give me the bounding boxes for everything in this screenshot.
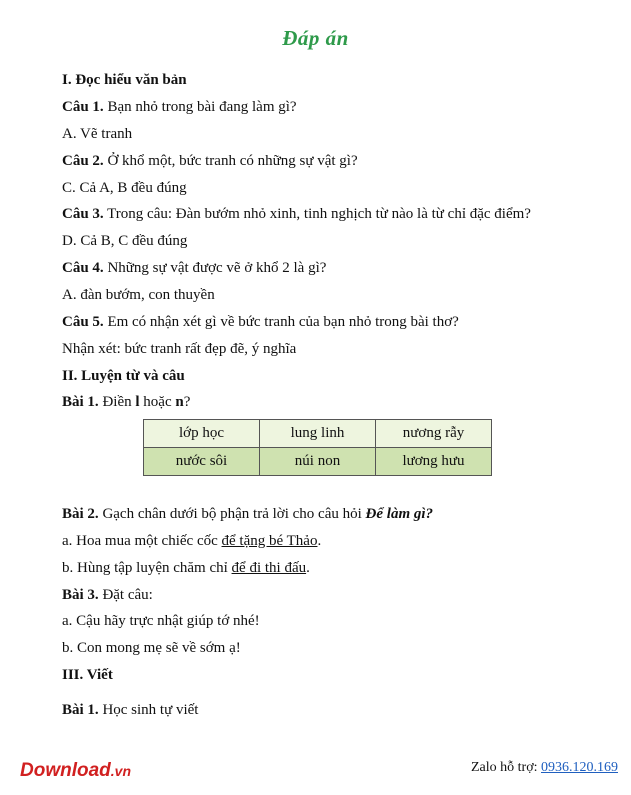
word-table bbox=[143, 419, 492, 476]
question-4 bbox=[62, 260, 326, 277]
table-cell: nương rẫy bbox=[376, 420, 492, 448]
exercise-2-b-underlined: để đi thi đấu bbox=[231, 560, 307, 576]
table-row bbox=[144, 448, 492, 476]
question-1-label: Câu 1. bbox=[62, 99, 104, 115]
writing-exercise-1-label: Bài 1. bbox=[62, 702, 99, 718]
question-3-label: Câu 3. bbox=[62, 206, 104, 222]
section-1-heading: I. Đọc hiểu văn bản bbox=[62, 72, 187, 88]
exercise-1-qmark: ? bbox=[183, 394, 191, 410]
logo-suffix: .vn bbox=[110, 763, 132, 779]
table-cell: nước sôi bbox=[144, 448, 260, 476]
question-5 bbox=[62, 314, 459, 331]
section-3-heading: III. Viết bbox=[62, 667, 113, 683]
table-cell: lung linh bbox=[260, 420, 376, 448]
exercise-2-a bbox=[62, 533, 321, 550]
letter-l: l bbox=[135, 394, 140, 410]
table-cell: lớp học bbox=[144, 420, 260, 448]
question-3-text: Trong câu: Đàn bướm nhỏ xinh, tinh nghịch từ nào là từ chỉ đặc điểm? bbox=[103, 206, 531, 222]
letter-n: n bbox=[175, 394, 184, 410]
answer-2: C. Cả A, B đều đúng bbox=[62, 180, 187, 196]
exercise-3-label: Bài 3. bbox=[62, 587, 99, 603]
exercise-3-b: b. Con mong mẹ sẽ về sớm ạ! bbox=[62, 640, 241, 656]
exercise-2-b-end: . bbox=[306, 560, 310, 576]
download-vn-logo[interactable] bbox=[20, 760, 131, 782]
exercise-1-text-or: hoặc bbox=[139, 394, 176, 410]
exercise-1 bbox=[62, 394, 190, 411]
exercise-2-text: Gạch chân dưới bộ phận trả lời cho câu hỏi bbox=[98, 506, 366, 522]
answer-4: A. đàn bướm, con thuyền bbox=[62, 287, 215, 303]
page-title: Đáp án bbox=[282, 26, 349, 50]
question-2-label: Câu 2. bbox=[62, 153, 104, 169]
answer-3: D. Cả B, C đều đúng bbox=[62, 233, 188, 249]
writing-exercise-1-text: Học sinh tự viết bbox=[98, 702, 199, 718]
exercise-2-question: Để làm gì? bbox=[365, 506, 434, 522]
question-5-label: Câu 5. bbox=[62, 314, 104, 330]
exercise-2-label: Bài 2. bbox=[62, 506, 99, 522]
logo-main: Download bbox=[20, 760, 111, 781]
exercise-2 bbox=[62, 506, 433, 523]
question-5-text: Em có nhận xét gì về bức tranh của bạn nhỏ trong bài thơ? bbox=[103, 314, 459, 330]
zalo-support bbox=[471, 760, 618, 776]
exercise-1-text: Điền bbox=[98, 394, 136, 410]
section-2-heading: II. Luyện từ và câu bbox=[62, 368, 185, 384]
answer-5: Nhận xét: bức tranh rất đẹp đẽ, ý nghĩa bbox=[62, 341, 297, 357]
exercise-3 bbox=[62, 587, 153, 604]
table-row bbox=[144, 420, 492, 448]
zalo-label: Zalo hỗ trợ: bbox=[471, 760, 541, 775]
exercise-3-a: a. Cậu hãy trực nhật giúp tớ nhé! bbox=[62, 613, 260, 629]
support-phone-link[interactable]: 0936.120.169 bbox=[541, 760, 618, 775]
question-2-text: Ở khổ một, bức tranh có những sự vật gì? bbox=[103, 153, 358, 169]
exercise-1-label: Bài 1. bbox=[62, 394, 99, 410]
exercise-2-a-end: . bbox=[317, 533, 322, 549]
question-4-label: Câu 4. bbox=[62, 260, 104, 276]
exercise-2-a-text: a. Hoa mua một chiếc cốc bbox=[62, 533, 222, 549]
exercise-2-b-text: b. Hùng tập luyện chăm chỉ bbox=[62, 560, 232, 576]
exercise-3-text: Đặt câu: bbox=[98, 587, 153, 603]
question-1 bbox=[62, 99, 297, 116]
writing-exercise-1 bbox=[62, 702, 198, 719]
question-3 bbox=[62, 206, 531, 223]
answer-1: A. Vẽ tranh bbox=[62, 126, 133, 142]
exercise-2-a-underlined: để tặng bé Thảo bbox=[221, 533, 318, 549]
table-cell: núi non bbox=[260, 448, 376, 476]
table-cell: lương hưu bbox=[376, 448, 492, 476]
question-2 bbox=[62, 153, 358, 170]
question-4-text: Những sự vật được vẽ ở khổ 2 là gì? bbox=[103, 260, 327, 276]
exercise-2-b bbox=[62, 560, 310, 577]
question-1-text: Bạn nhỏ trong bài đang làm gì? bbox=[103, 99, 297, 115]
